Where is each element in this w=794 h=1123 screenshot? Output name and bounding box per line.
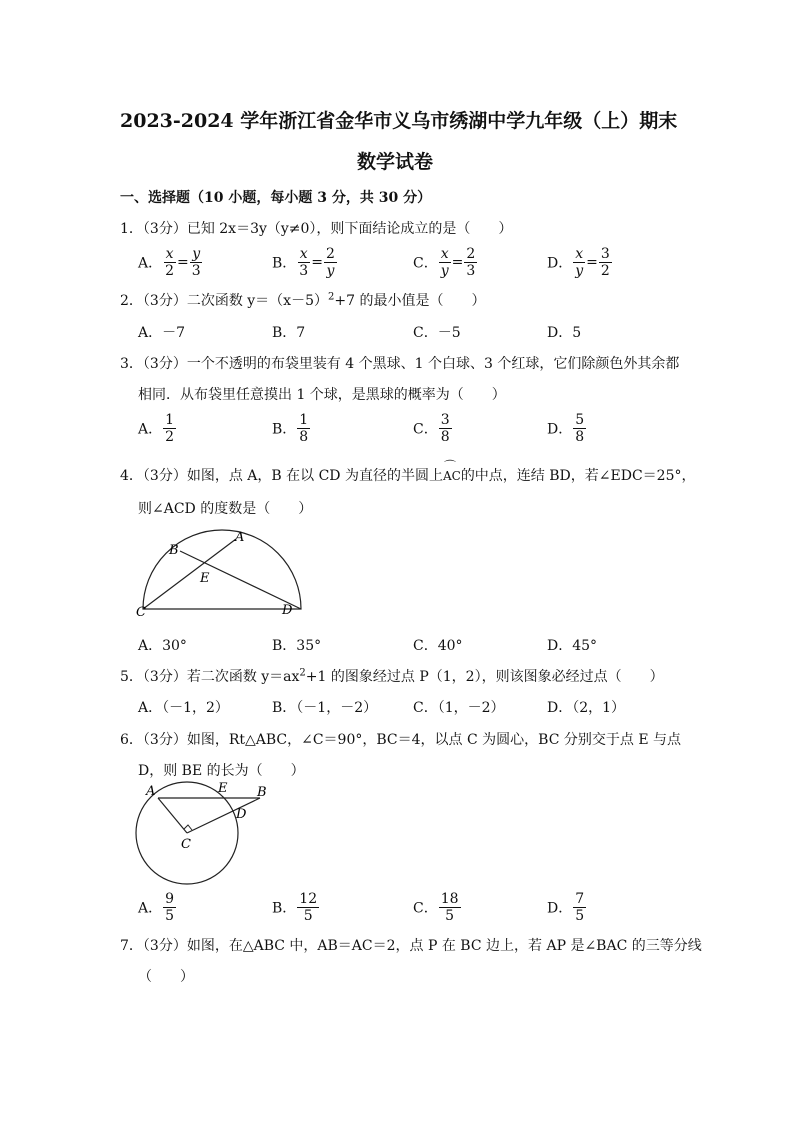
question-7-stem-line1: 7．（3分）如图，在△ABC 中，AB＝AC＝2，点 P 在 BC 边上，若 AP 是∠BAC 的三等分线: [120, 938, 702, 954]
page-subtitle: 数学试卷: [357, 151, 434, 173]
label-c: C: [181, 837, 191, 852]
question-6-option-d: D． $\frac{7}{5}$: [547, 891, 585, 924]
page-title: 2023-2024 学年浙江省金华市义乌市绣湖中学九年级（上）期末: [120, 110, 678, 132]
question-4-figure: [132, 525, 307, 620]
question-3-stem-line2: 相同．从布袋里任意摸出 1 个球，是黑球的概率为（ ）: [138, 387, 506, 403]
question-4-option-a: A．30°: [138, 638, 187, 654]
question-5-stem: 5．（3分）若二次函数 $y=ax^2+1$ 的图象经过点 P（1，2），则该图象必经过点（ ）: [120, 667, 664, 685]
segment-ac: [158, 798, 187, 833]
chord-bd: [180, 551, 301, 609]
question-2-option-a: A．－7: [138, 325, 186, 341]
question-2-option-b: B．7: [272, 325, 306, 341]
chord-ca: [143, 539, 236, 609]
question-3-option-c: C． $\frac{3}{8}$: [413, 412, 450, 445]
question-7-stem-line2: （ ）: [138, 969, 194, 985]
question-5-option-d: D．（2，1）: [547, 700, 626, 716]
question-5-option-a: A．（－1，2）: [138, 700, 229, 716]
question-1-option-c: C． $\frac{x}{y}$ = $\frac{2}{3}$: [413, 246, 476, 279]
label-a: A: [146, 784, 156, 799]
question-1-option-b: B． $\frac{x}{3}$ = $\frac{2}{y}$: [272, 246, 335, 279]
label-e: E: [200, 571, 210, 586]
question-1-stem: 1．（3分）已知 2x＝3y（y≠0），则下面结论成立的是（ ）: [120, 221, 513, 237]
label-a: A: [235, 530, 245, 545]
question-6-stem-line1: 6．（3分）如图，Rt△ABC，∠C＝90°，BC＝4，以点 C 为圆心，BC 分别交于点 E 与点: [120, 732, 681, 748]
question-3-option-d: D． $\frac{5}{8}$: [547, 412, 585, 445]
question-4-option-d: D．45°: [547, 638, 598, 654]
question-3-stem-line1: 3．（3分）一个不透明的布袋里装有 4 个黑球、1 个白球、3 个红球，它们除颜色外其余都: [120, 356, 680, 372]
label-b: B: [169, 543, 179, 558]
segment-cb: [187, 798, 260, 833]
arc-notation: ⌒ AC: [442, 459, 461, 483]
question-2-option-c: C．－5: [413, 325, 461, 341]
section-heading: 一、选择题（10 小题，每小题 3 分，共 30 分）: [120, 190, 432, 206]
question-5-option-c: C．（1，－2）: [413, 700, 505, 716]
label-d: D: [282, 603, 293, 618]
label-d: D: [236, 807, 247, 822]
question-4-stem-line1: 4．（3分）如图，点 A，B 在以 CD 为直径的半圆上 ⌒ AC的中点，连结 BD，若∠EDC＝25°，: [120, 459, 696, 484]
question-3-option-b: B． $\frac{1}{8}$: [272, 412, 309, 445]
question-6-option-b: B． $\frac{12}{5}$: [272, 891, 318, 924]
question-1-option-a: A． $\frac{x}{2}$ = $\frac{y}{3}$: [138, 246, 201, 279]
question-6-figure: [132, 780, 282, 890]
question-5-option-b: B．（－1，－2）: [272, 700, 378, 716]
question-3-option-a: A． $\frac{1}{2}$: [138, 412, 175, 445]
question-6-option-a: A． $\frac{9}{5}$: [138, 891, 175, 924]
label-e: E: [218, 781, 228, 796]
question-2-option-d: D．5: [547, 325, 582, 341]
label-b: B: [257, 785, 267, 800]
question-2-stem: 2．（3分）二次函数 $y=(x-5)^2+7$ 的最小值是（ ）: [120, 291, 486, 309]
label-c: C: [136, 605, 146, 620]
question-6-stem-line2: D，则 BE 的长为（ ）: [138, 763, 305, 779]
question-4-option-c: C．40°: [413, 638, 463, 654]
question-1-option-d: D． $\frac{x}{y}$ = $\frac{3}{2}$: [547, 246, 610, 279]
question-6-option-c: C． $\frac{18}{5}$: [413, 891, 459, 924]
question-4-stem-line2: 则∠ACD 的度数是（ ）: [138, 501, 313, 517]
question-4-option-b: B．35°: [272, 638, 322, 654]
right-angle-mark: [184, 825, 192, 830]
